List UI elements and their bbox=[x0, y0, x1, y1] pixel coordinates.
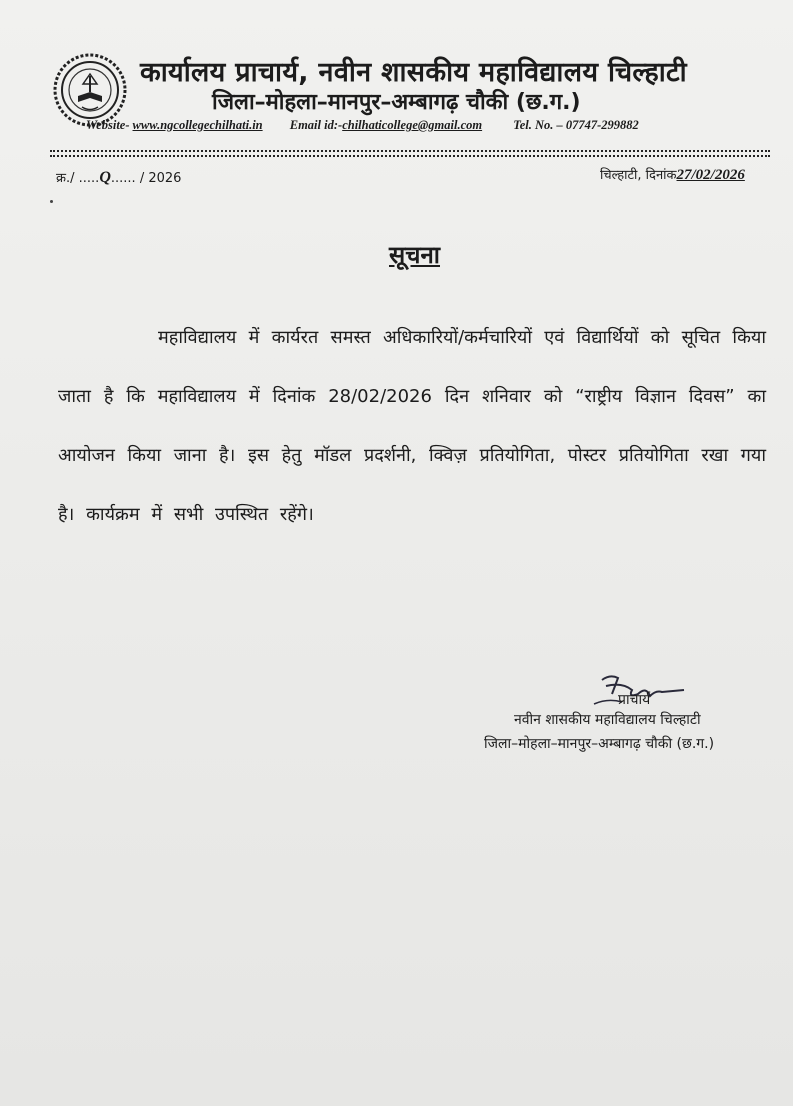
reference-handwritten-number: Q bbox=[99, 169, 111, 186]
reference-prefix: क्र./ bbox=[56, 171, 75, 186]
office-address: जिला–मोहला–मानपुर–अम्बागढ़ चौकी (छ.ग.) bbox=[212, 90, 581, 115]
contact-line bbox=[86, 118, 746, 133]
stray-mark bbox=[50, 200, 53, 203]
header-divider-bottom bbox=[50, 155, 770, 157]
issue-date bbox=[600, 165, 745, 184]
signatory-address: जिला–मोहला–मानपुर–अम्बागढ़ चौकी (छ.ग.) bbox=[484, 736, 715, 752]
date-label: चिल्हाटी, दिनांक bbox=[600, 168, 677, 183]
notice-body bbox=[58, 308, 766, 544]
college-emblem-icon bbox=[52, 52, 128, 128]
telephone: Tel. No. – 07747-299882 bbox=[513, 118, 639, 132]
notice-text: महाविद्यालय में कार्यरत समस्त अधिकारियों/कर्मचारियों एवं विद्यार्थियों को सूचित किया जाता है कि महाविद्यालय में दिनांक 28/02/2026 दिन शनिवार को “राष्ट्रीय विज्ञान दिवस” का आयोजन किया जाना है। इस हेतु मॉडल प्रदर्शनी, क्विज़ प्रतियोगिता, पोस्टर प्रतियोगिता रखा गया है। कार्यक्रम में सभी उपस्थित रहेंगे। bbox=[58, 327, 766, 525]
signatory-role: प्राचार्य bbox=[618, 692, 651, 708]
reference-number: क्र./ .....Q...... / 2026 bbox=[56, 169, 182, 186]
date-value: 27/02/2026 bbox=[676, 167, 745, 183]
reference-year: / 2026 bbox=[139, 171, 182, 186]
notice-heading: सूचना bbox=[389, 241, 440, 269]
signatory-college: नवीन शासकीय महाविद्यालय चिल्हाटी bbox=[514, 712, 701, 728]
header-divider-top bbox=[50, 150, 770, 152]
office-title: कार्यालय प्राचार्य, नवीन शासकीय महाविद्यालय चिल्हाटी bbox=[140, 57, 687, 88]
email-label: Email id:- bbox=[289, 118, 343, 132]
website-link[interactable]: www.ngcollegechilhati.in bbox=[132, 118, 263, 132]
email-link[interactable]: chilhaticollege@gmail.com bbox=[342, 118, 483, 132]
website-label: Website- bbox=[86, 118, 130, 132]
